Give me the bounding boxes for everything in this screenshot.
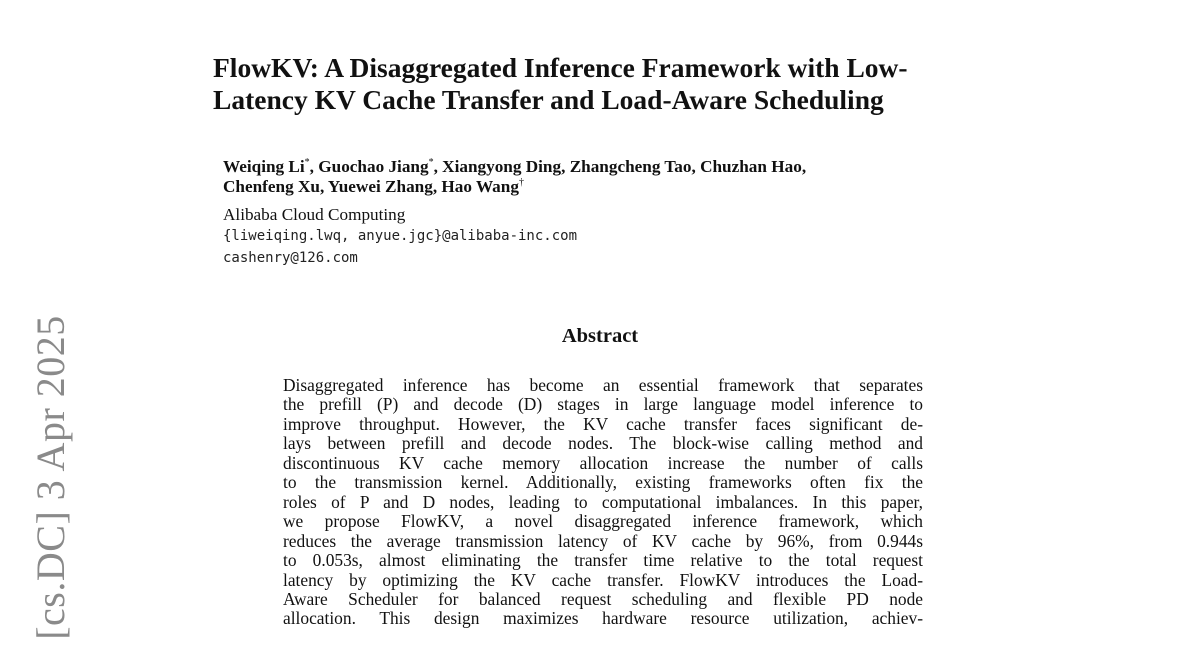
abstract-line: the prefill (P) and decode (D) stages in large language model inference to <box>283 394 923 415</box>
arxiv-side-stamp <box>27 314 73 640</box>
author-sep: , <box>309 157 319 176</box>
author-sep: , <box>433 157 443 176</box>
author-name: Chenfeng Xu <box>223 177 320 196</box>
author-name: Yuewei Zhang <box>327 177 433 196</box>
abstract-line: reduces the average transmission latency of KV cache by 96%, from 0.944s <box>283 530 923 551</box>
abstract-heading: Abstract <box>561 325 639 347</box>
email-line: {liweiqing.lwq, anyue.jgc}@alibaba-inc.com <box>223 228 578 244</box>
email-line: cashenry@126.com <box>223 250 358 266</box>
title-line: Latency KV Cache Transfer and Load-Aware Scheduling <box>213 84 884 115</box>
abstract-line: allocation. This design maximizes hardware resource utilization, achiev- <box>283 608 923 629</box>
author-name: Weiqing Li <box>223 157 305 176</box>
paper-title <box>213 52 1013 116</box>
author-sep: , <box>801 157 807 176</box>
arxiv-id-text: [cs.DC] 3 Apr 2025 <box>27 314 73 640</box>
author-mark: * <box>304 157 310 168</box>
author-line <box>223 157 983 177</box>
author-sep: , <box>319 177 328 196</box>
abstract-line: latency by optimizing the KV cache transfer. FlowKV introduces the Load- <box>283 569 923 590</box>
author-line <box>223 177 983 197</box>
author-name: Zhangcheng Tao <box>569 157 692 176</box>
author-sep: , <box>691 157 701 176</box>
abstract-body <box>283 376 923 629</box>
author-name: Hao Wang <box>441 177 519 196</box>
author-mark: * <box>428 157 434 168</box>
author-name: Chuzhan Hao <box>700 157 802 176</box>
abstract-line: we propose FlowKV, a novel disaggregated inference framework, which <box>283 511 923 532</box>
author-sep: , <box>561 157 570 176</box>
abstract-line: improve throughput. However, the KV cache transfer faces significant de- <box>283 413 923 434</box>
author-mark: † <box>518 177 524 188</box>
abstract-line: roles of P and D nodes, leading to computational imbalances. In this paper, <box>283 491 923 512</box>
abstract-line: to 0.053s, almost eliminating the transfer time relative to the total request <box>283 550 923 571</box>
author-name: Guochao Jiang <box>318 157 429 176</box>
abstract-line: discontinuous KV cache memory allocation increase the number of calls <box>283 452 923 473</box>
abstract-line: Disaggregated inference has become an essential framework that separates <box>283 375 923 395</box>
affiliation: Alibaba Cloud Computing <box>223 205 406 224</box>
abstract-line: to the transmission kernel. Additionally, existing frameworks often fix the <box>283 472 923 493</box>
author-sep: , <box>432 177 442 196</box>
author-list <box>223 157 983 197</box>
title-line: FlowKV: A Disaggregated Inference Framework with Low- <box>213 52 908 83</box>
author-name: Xiangyong Ding <box>442 157 562 176</box>
abstract-line: lays between prefill and decode nodes. The block-wise calling method and <box>283 433 923 454</box>
abstract-line: Aware Scheduler for balanced request scheduling and flexible PD node <box>283 588 923 609</box>
